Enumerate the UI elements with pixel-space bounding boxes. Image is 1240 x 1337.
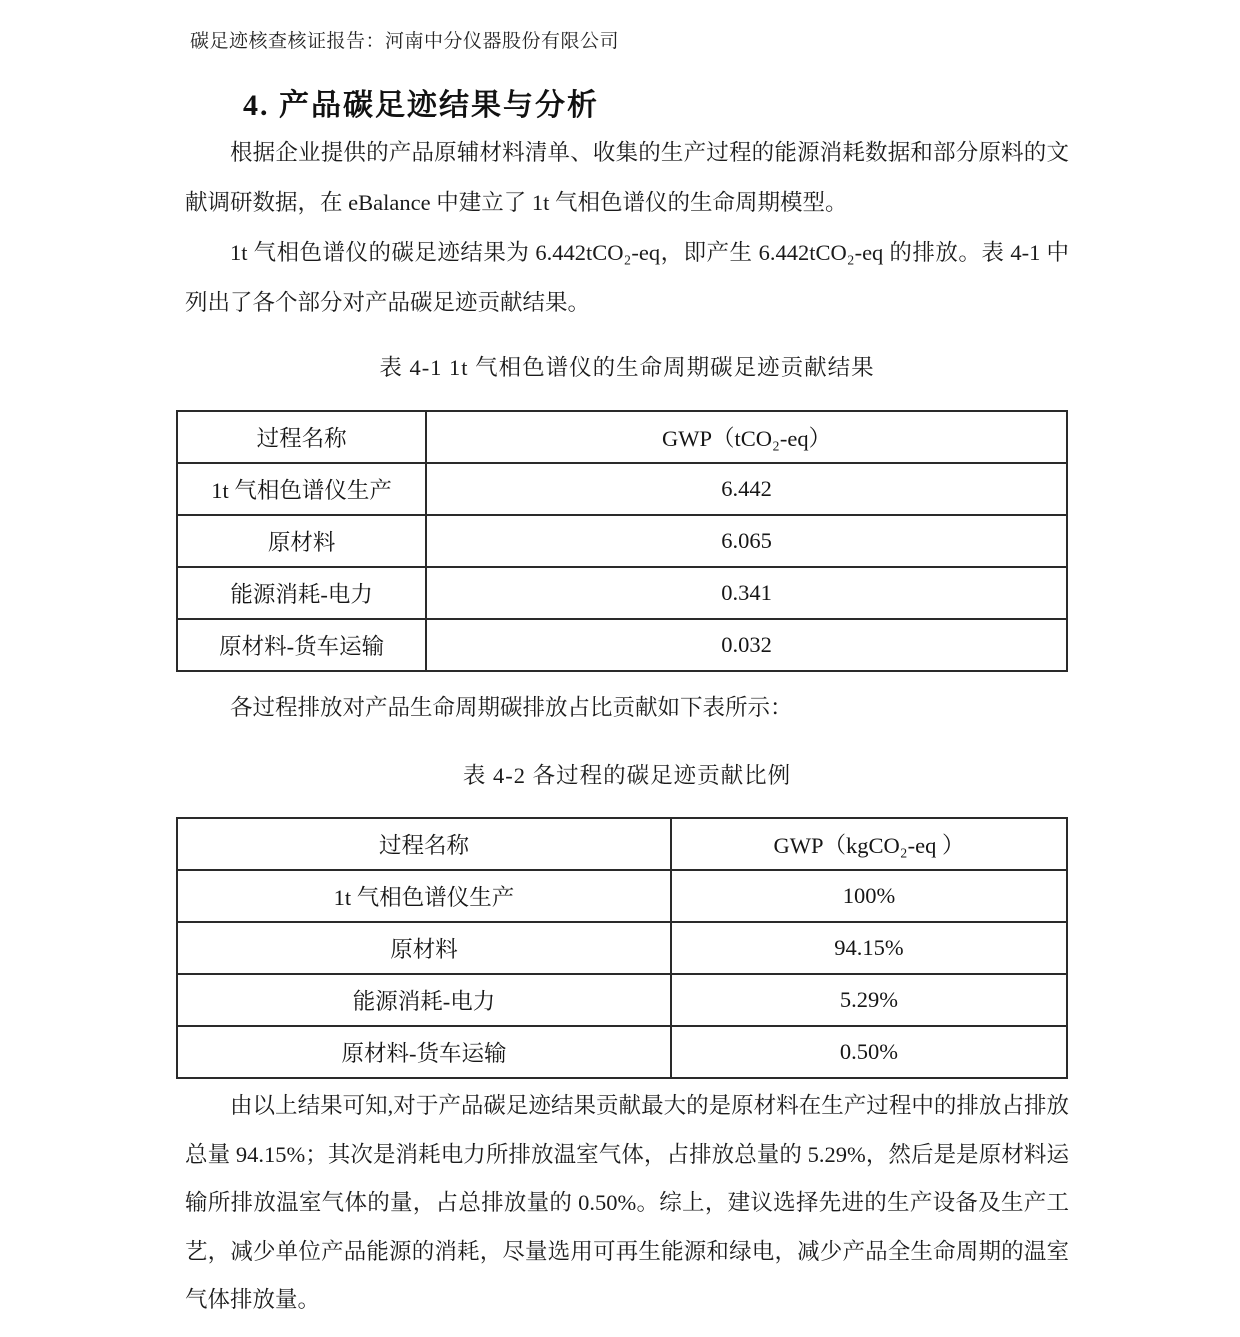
table-4-1-caption: 表 4-1 1t 气相色谱仪的生命周期碳足迹贡献结果 (379, 355, 875, 380)
paragraph-model-setup: 根据企业提供的产品原辅材料清单、收集的生产过程的能源消耗数据和部分原料的文献调研数据，在 eBalance 中建立了 1t 气相色谱仪的生命周期模型。 (185, 140, 1069, 215)
section-title: 4. 产品碳足迹结果与分析 (243, 89, 599, 122)
table-row (177, 974, 1067, 1026)
process-name-cell: 原材料 (177, 515, 426, 567)
table-4-2-header-process: 过程名称 (177, 818, 671, 870)
gwp-percent-cell: 0.50% (671, 1026, 1067, 1078)
table-4-2-header-gwp: GWP（kgCO₂-eq ） (671, 818, 1067, 870)
table-4-2 (176, 817, 1068, 1079)
gwp-value-cell: 0.032 (426, 619, 1067, 671)
table-row (177, 463, 1067, 515)
table-4-1-header-process: 过程名称 (177, 411, 426, 463)
gwp-value-cell: 6.065 (426, 515, 1067, 567)
paragraph-footprint-result: 1t 气相色谱仪的碳足迹结果为 6.442tCO₂-eq，即产生 6.442tCO₂-eq 的排放。表 4-1 中列出了各个部分对产品碳足迹贡献结果。 (185, 240, 1069, 315)
gwp-value-cell: 6.442 (426, 463, 1067, 515)
gwp-value-cell: 0.341 (426, 567, 1067, 619)
process-name-cell: 1t 气相色谱仪生产 (177, 870, 671, 922)
process-name-cell: 原材料-货车运输 (177, 1026, 671, 1078)
table-4-1-header-gwp: GWP（tCO₂-eq） (426, 411, 1067, 463)
process-name-cell: 原材料 (177, 922, 671, 974)
table-row (177, 1026, 1067, 1078)
gwp-percent-cell: 5.29% (671, 974, 1067, 1026)
table-header-row (177, 411, 1067, 463)
transition-paragraph: 各过程排放对产品生命周期碳排放占比贡献如下表所示： (230, 695, 793, 720)
table-row (177, 619, 1067, 671)
gwp-percent-cell: 94.15% (671, 922, 1067, 974)
table-4-2-caption: 表 4-2 各过程的碳足迹贡献比例 (462, 763, 792, 788)
conclusion-paragraph: 由以上结果可知,对于产品碳足迹结果贡献最大的是原材料在生产过程中的排放占排放总量 94.15%；其次是消耗电力所排放温室气体，占排放总量的 5.29%，然后是是原材料运输所排放温室气体的量，占总排放量的 0.50%。综上，建议选择先进的生产设备及生产工艺，减少单位产品能源的消耗，尽量选用可再生能源和绿电，减少产品全生命周期的温室气体排放量。 (185, 1093, 1069, 1312)
gwp-percent-cell: 100% (671, 870, 1067, 922)
table-row (177, 922, 1067, 974)
process-name-cell: 能源消耗-电力 (177, 567, 426, 619)
table-row (177, 515, 1067, 567)
process-name-cell: 1t 气相色谱仪生产 (177, 463, 426, 515)
report-header: 碳足迹核查核证报告：河南中分仪器股份有限公司 (190, 31, 620, 52)
table-header-row (177, 818, 1067, 870)
table-row (177, 567, 1067, 619)
table-4-1 (176, 410, 1068, 672)
process-name-cell: 能源消耗-电力 (177, 974, 671, 1026)
table-row (177, 870, 1067, 922)
intro-paragraphs (185, 128, 1069, 328)
process-name-cell: 原材料-货车运输 (177, 619, 426, 671)
